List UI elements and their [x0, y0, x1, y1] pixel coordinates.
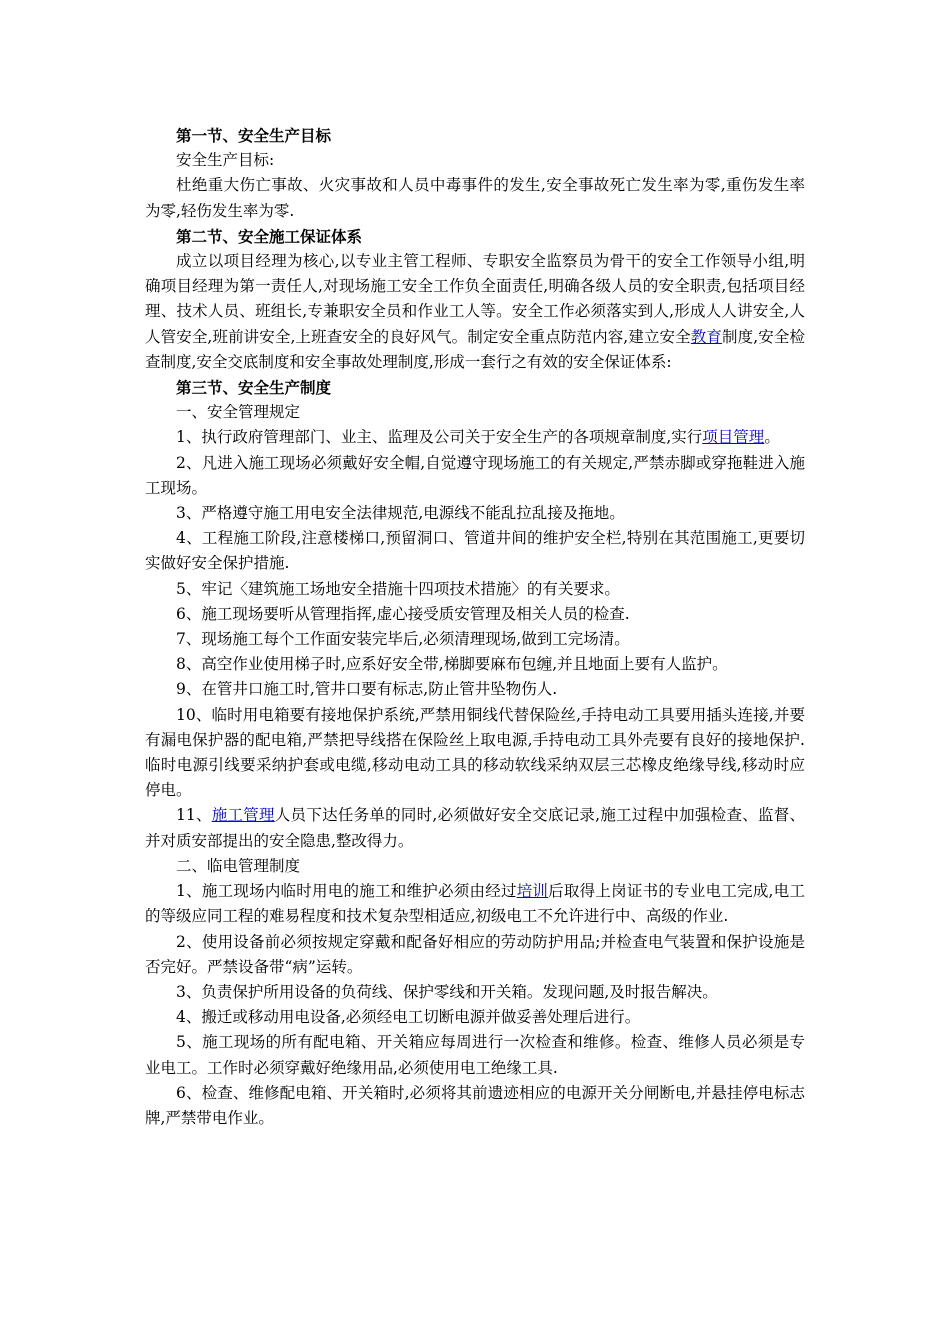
subsection-heading: 一、安全管理规定: [176, 403, 301, 422]
list-item: 3、负责保护所用设备的负荷线、保护零线和开关箱。发现问题,及时报告解决。: [176, 982, 718, 1001]
text: 后取得上岗证书的专业电工完成,电工的等级应同工程的难易程度和技术复杂型相适应,初级电工不允许进行中、高级的作业.: [145, 882, 805, 926]
paragraph: 杜绝重大伤亡事故、火灾事故和人员中毒事件的发生,安全事故死亡发生率为零,重伤发生率为零,轻伤发生率为零.: [145, 176, 805, 220]
section-heading: 第二节、安全施工保证体系: [176, 226, 363, 246]
list-item: 7、现场施工每个工作面安装完毕后,必须清理现场,做到工完场清。: [176, 630, 630, 649]
project-management-link[interactable]: 项目管理: [702, 428, 765, 447]
list-item: 3、严格遵守施工用电安全法律规范,电源线不能乱拉乱接及拖地。: [176, 504, 625, 523]
construction-management-link[interactable]: 施工管理: [211, 806, 275, 825]
list-item: 6、施工现场要听从管理指挥,虚心接受质安管理及相关人员的检查.: [176, 604, 630, 623]
list-item: 8、高空作业使用梯子时,应系好安全带,梯脚要麻布包缠,并且地面上要有人监护。: [176, 655, 728, 674]
text: 。: [764, 428, 780, 447]
list-item: 2、凡进入施工现场必须戴好安全帽,自觉遵守现场施工的有关规定,严禁赤脚或穿拖鞋进入施工现场。: [145, 453, 805, 497]
list-item: 9、在管井口施工时,管井口要有标志,防止管井坠物伤人.: [176, 680, 558, 699]
text: 11、: [176, 806, 212, 825]
list-item: [145, 803, 805, 853]
section-heading: 第三节、安全生产制度: [176, 378, 332, 398]
list-item: 2、使用设备前必须按规定穿戴和配备好相应的劳动防护用品;并检查电气装置和保护设施是否完好。严禁设备带“病”运转。: [145, 932, 805, 976]
list-item: 10、临时用电箱要有接地保护系统,严禁用铜线代替保险丝,手持电动工具要用插头连接,并要有漏电保护器的配电箱,严禁把导线搭在保险丝上取电源,手持电动工具外壳要有良好的接地保护.临时电源引线要采纳护套或电缆,移动电动工具的移动软线采纳双层三芯橡皮绝缘导线,移动时应停电。: [145, 705, 805, 800]
list-item: 4、工程施工阶段,注意楼梯口,预留洞口、管道井间的维护安全栏,特别在其范围施工,更要切实做好安全保护措施.: [145, 529, 805, 573]
text: 制度,安全检查制度,安全交底制度和安全事故处理制度,形成一套行之有效的安全保证体系:: [145, 327, 805, 371]
education-link[interactable]: 教育: [690, 327, 722, 346]
list-item: [145, 425, 805, 450]
subsection-heading: 二、临电管理制度: [176, 856, 301, 875]
document-page: [145, 123, 805, 1131]
text: 1、施工现场内临时用电的施工和维护必须由经过: [176, 882, 517, 901]
text: 1、执行政府管理部门、业主、监理及公司关于安全生产的各项规章制度,实行: [176, 428, 703, 447]
list-item: 5、牢记〈建筑施工场地安全措施十四项技术措施〉的有关要求。: [176, 579, 620, 598]
paragraph: 安全生产目标:: [176, 151, 275, 170]
training-link[interactable]: 培训: [516, 882, 549, 901]
list-item: 5、施工现场的所有配电箱、开关箱应每周进行一次检查和维修。检查、维修人员必须是专业电工。工作时必须穿戴好绝缘用品,必须使用电工绝缘工具.: [145, 1033, 805, 1077]
paragraph: [145, 249, 805, 375]
list-item: 6、检查、维修配电箱、开关箱时,必须将其前遗迹相应的电源开关分闸断电,并悬挂停电标志牌,严禁带电作业。: [145, 1083, 805, 1127]
list-item: [145, 879, 805, 929]
list-item: 4、搬迁或移动用电设备,必须经电工切断电源并做妥善处理后进行。: [176, 1008, 641, 1027]
text: 人员下达任务单的同时,必须做好安全交底记录,施工过程中加强检查、监督、并对质安部提出的安全隐患,整改得力。: [145, 806, 805, 850]
section-heading: 第一节、安全生产目标: [176, 126, 332, 145]
text: 成立以项目经理为核心,以专业主管工程师、专职安全监察员为骨干的安全工作领导小组,明确项目经理为第一责任人,对现场施工安全工作负全面责任,明确各级人员的安全职责,包括项目经理、技术人员、班组长,专兼职安全员和作业工人等。安全工作必须落实到人,形成人人讲安全,人人管安全,班前讲安全,上班查安全的良好风气。制定安全重点防范内容,建立安全: [145, 252, 805, 346]
